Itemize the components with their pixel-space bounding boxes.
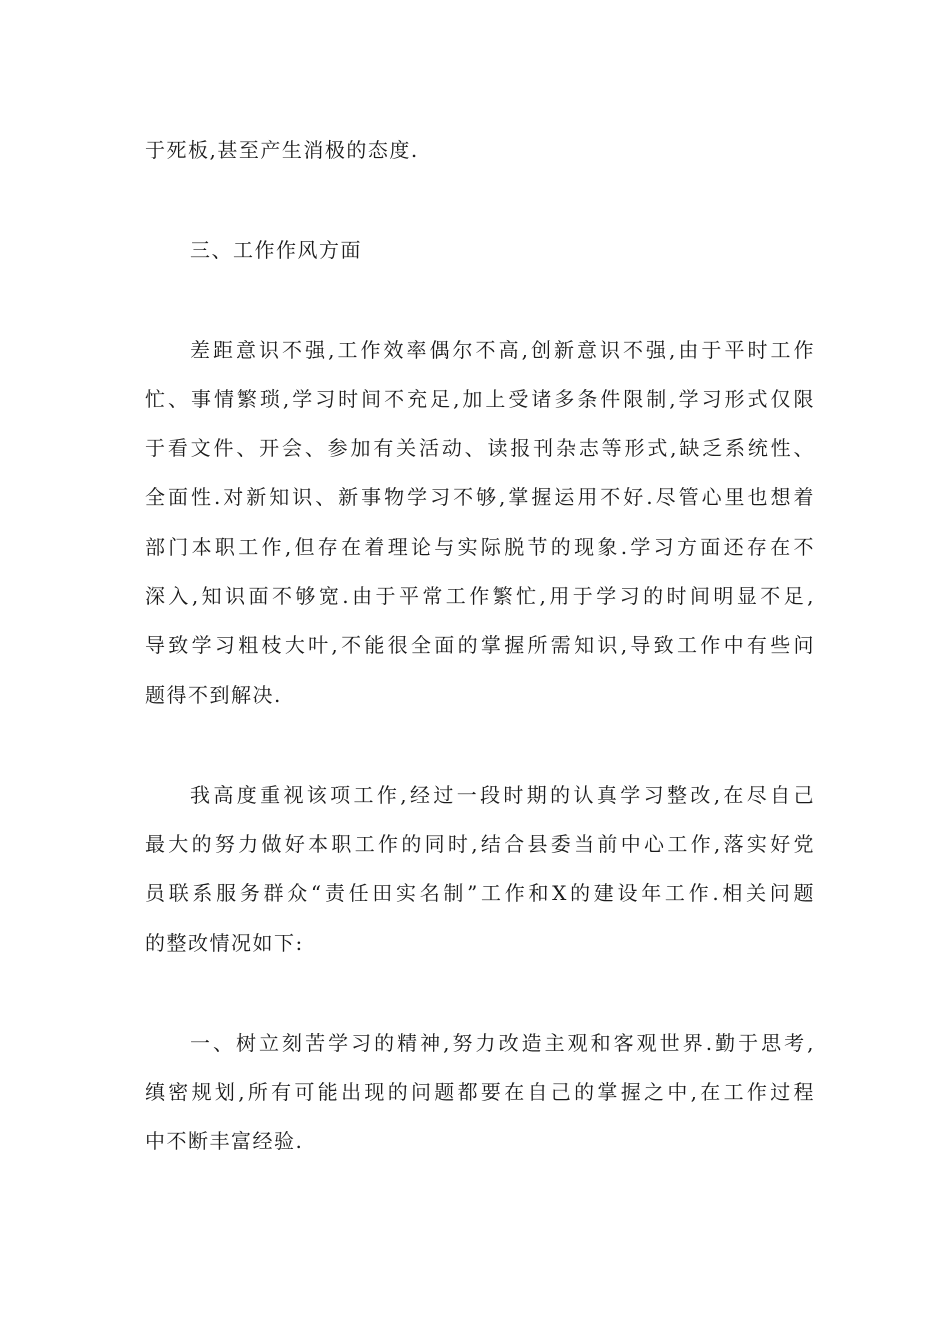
paragraph-1-line: 深入,知识面不够宽.由于平常工作繁忙,用于学习的时间明显不足, [145,584,815,608]
paragraph-1-line: 忙、事情繁琐,学习时间不充足,加上受诸多条件限制,学习形式仅限 [145,387,815,411]
paragraph-1-line: 全面性.对新知识、新事物学习不够,掌握运用不好.尽管心里也想着 [145,485,815,509]
paragraph-1-line: 于看文件、开会、参加有关活动、读报刊杂志等形式,缺乏系统性、 [145,436,815,460]
paragraph-fragment-line: 于死板,甚至产生消极的态度. [145,138,419,162]
paragraph-2-line: 的整改情况如下: [145,931,304,955]
paragraph-1-line: 导致学习粗枝大叶,不能很全面的掌握所需知识,导致工作中有些问 [145,633,815,657]
paragraph-3-line: 中不断丰富经验. [145,1129,304,1153]
paragraph-2-line: 员联系服务群众“责任田实名制”工作和X的建设年工作.相关问题 [145,881,815,905]
paragraph-1-line: 部门本职工作,但存在着理论与实际脱节的现象.学习方面还存在不 [145,535,815,559]
paragraph-3-line: 一、树立刻苦学习的精神,努力改造主观和客观世界.勤于思考, [190,1031,815,1055]
section-heading: 三、工作作风方面 [190,238,362,262]
paragraph-1-line: 题得不到解决. [145,683,282,707]
paragraph-3-line: 缜密规划,所有可能出现的问题都要在自己的掌握之中,在工作过程 [145,1080,815,1104]
paragraph-2-line: 我高度重视该项工作,经过一段时期的认真学习整改,在尽自己 [190,783,815,807]
paragraph-2-line: 最大的努力做好本职工作的同时,结合县委当前中心工作,落实好党 [145,832,815,856]
paragraph-1-line: 差距意识不强,工作效率偶尔不高,创新意识不强,由于平时工作 [190,338,815,362]
